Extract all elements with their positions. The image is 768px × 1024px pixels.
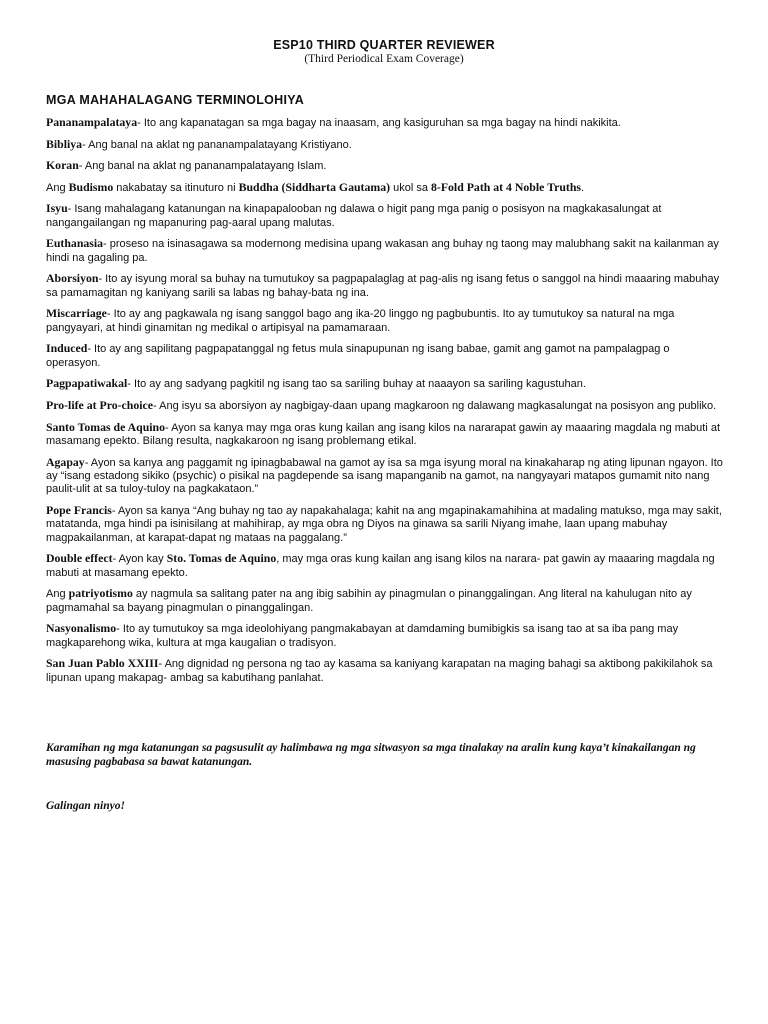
term-definition: - Ito ay tumutukoy sa mga ideolohiyang pangmakabayan at damdaming bumibigkis sa isang tao at sa iba pang may magkaparehong wika, kultura at mga kaugalian o tradisyon. bbox=[46, 623, 679, 649]
term-name: Miscarriage bbox=[46, 306, 107, 321]
exam-note: Karamihan ng mga katanungan sa pagsusulit ay halimbawa ng mga sitwasyon sa mga tinalakay na aralin kung kaya’t kinakailangan ng masusing pagbabasa sa bawat katanungan. bbox=[46, 742, 696, 768]
term-entry bbox=[46, 657, 726, 685]
term-entry bbox=[46, 456, 726, 497]
term-definition: - Ayon sa kanya “Ang buhay ng tao ay napakahalaga; kahit na ang mgapinakamahihina at madaling matukso, mga may sakit, matatanda, mga hindi pa isinisilang at mahihirap, ay mga obra ng Diyos na ginawa sa sarili Niyang imahe, laan upang mabuhay magpakailanman, at karapat-dapat ng mataas na paggalang.” bbox=[46, 504, 722, 544]
document-title: ESP10 THIRD QUARTER REVIEWER bbox=[273, 38, 495, 52]
term-name: Budismo bbox=[68, 179, 114, 194]
term-name: San Juan Pablo XXIII bbox=[46, 656, 159, 671]
term-entry bbox=[46, 421, 726, 449]
term-name: Pananampalataya bbox=[46, 115, 138, 129]
term-entry bbox=[46, 622, 726, 650]
closing-message: Galingan ninyo! bbox=[46, 800, 125, 812]
term-definition: Ang bbox=[46, 588, 69, 601]
term-entry bbox=[46, 159, 726, 173]
term-definition: - Ito ay isyung moral sa buhay na tumutukoy sa pagpapalaglag at pag-alis ng isang fetus o sanggol na hindi maaaring mabuhay sa pamamagitan ng kaniyang sarili sa labas ng bahay-bata ng ina. bbox=[46, 273, 720, 299]
term-definition: - Ang banal na aklat ng pananampalatayang Kristiyano. bbox=[82, 138, 352, 151]
term-definition: - Ito ay ang sadyang pagkitil ng isang tao sa sariling buhay at naaayon sa sariling kagustuhan. bbox=[127, 378, 586, 391]
term-definition: ay nagmula sa salitang pater na ang ibig sabihin ay pinagmulan o pinanggalingan. Ang literal na kahulugan nito ay pagmamahal sa bayang pinagmulan o pinanggalingan. bbox=[46, 588, 692, 614]
term-definition: - Ang isyu sa aborsiyon ay nagbigay-daan upang magkaroon ng dalawang magkasalungat na posisyon ang publiko. bbox=[153, 399, 717, 412]
term-name: Pagpapatiwakal bbox=[46, 376, 128, 391]
term-entry bbox=[46, 307, 726, 335]
term-entry bbox=[46, 202, 726, 230]
term-name: Double effect bbox=[46, 551, 113, 566]
term-entry bbox=[46, 342, 726, 370]
term-entry bbox=[46, 138, 726, 152]
term-entry bbox=[46, 552, 726, 580]
term-entry bbox=[46, 399, 726, 413]
term-entry bbox=[46, 377, 726, 391]
terms-list bbox=[46, 116, 726, 692]
term-definition: - Ang banal na aklat ng pananampalatayang Islam. bbox=[78, 160, 327, 173]
term-name: Aborsiyon bbox=[46, 271, 99, 286]
term-name: Koran bbox=[46, 158, 79, 173]
term-definition: ukol sa bbox=[390, 181, 431, 194]
term-entry bbox=[46, 116, 726, 130]
term-definition: - Ayon sa kanya ang paggamit ng ipinagbabawal na gamot ay isa sa mga isyung moral na kinakaharap ng ating lipunan ngayon. Ito ay “isang estadong sikiko (psychic) o pisikal na pagdepende sa isang mapanganib na gamot, na nangyayari matapos gumamit nito nang paulit-ulit at sa tuloy-tuloy na pagkakataon.” bbox=[46, 456, 723, 496]
term-entry bbox=[46, 504, 726, 545]
term-name: Nasyonalismo bbox=[46, 621, 117, 636]
term-definition: - Ayon sa kanya may mga oras kung kailan ang isang kilos na nararapat gawin ay maaaring magdala ng mabuti at masamang epekto. Bilang resulta, nagkakaroon ng isang problemang etikal. bbox=[46, 421, 721, 447]
term-name: Euthanasia bbox=[46, 236, 104, 251]
term-name: patriyotismo bbox=[68, 586, 133, 601]
term-entry bbox=[46, 181, 726, 195]
term-definition: nakabatay sa itinuturo ni bbox=[113, 181, 239, 194]
emphasis-text: Buddha (Siddharta Gautama) bbox=[238, 179, 391, 194]
term-name: Agapay bbox=[46, 454, 85, 469]
term-entry bbox=[46, 272, 726, 300]
term-name: Pope Francis bbox=[46, 502, 112, 517]
term-definition: - Ang dignidad ng persona ng tao ay kasama sa kaniyang karapatan na maging bahagi sa aktibong pakikilahok sa lipunan upang makapag- ambag sa kabutihang panlahat. bbox=[46, 658, 713, 684]
term-name: Induced bbox=[46, 341, 88, 356]
term-definition: - Isang mahalagang katanungan na kinapapalooban ng dalawa o higit pang mga panig o posisyon na magkakasalungat at nangangailangan ng mapanuring pag-aaral upang malutas. bbox=[46, 203, 662, 229]
emphasis-text: 8-Fold Path at 4 Noble Truths bbox=[431, 179, 581, 194]
term-definition: - Ito ay ang sapilitang pagpapatanggal ng fetus mula sinapupunan ng isang babae, gamit ang gamot na pampalagpag o operasyon. bbox=[46, 343, 670, 369]
term-definition: Ang bbox=[46, 181, 69, 194]
term-name: Bibliya bbox=[46, 136, 83, 151]
document-subtitle: (Third Periodical Exam Coverage) bbox=[304, 53, 464, 65]
term-definition: . bbox=[580, 181, 585, 194]
term-definition: - Ayon kay bbox=[112, 553, 167, 566]
term-definition: - proseso na isinasagawa sa modernong medisina upang wakasan ang buhay ng taong may malubhang sakit na kailanman ay hindi na gagaling pa. bbox=[46, 238, 719, 264]
term-name: Pro-life at Pro-choice bbox=[46, 397, 154, 412]
term-definition: - Ito ang kapanatagan sa mga bagay na inaasam, ang kasiguruhan sa mga bagay na hindi nakikita. bbox=[137, 117, 621, 129]
term-entry bbox=[46, 237, 726, 265]
term-entry bbox=[46, 587, 726, 615]
term-name: Isyu bbox=[46, 201, 68, 216]
term-definition: - Ito ay ang pagkawala ng isang sanggol bago ang ika-20 linggo ng pagbubuntis. Ito ay tumutukoy sa natural na mga pangyayari, at hindi ginamitan ng medikal o artipisyal na pamamaraan. bbox=[46, 308, 675, 334]
section-title: MGA MAHAHALAGANG TERMINOLOHIYA bbox=[46, 93, 305, 107]
term-definition: , may mga oras kung kailan ang isang kilos na narara- pat gawin ay maaaring magdala ng mabuti at masamang epekto. bbox=[46, 553, 715, 579]
emphasis-text: Sto. Tomas de Aquino bbox=[166, 551, 277, 566]
term-name: Santo Tomas de Aquino bbox=[46, 419, 166, 434]
